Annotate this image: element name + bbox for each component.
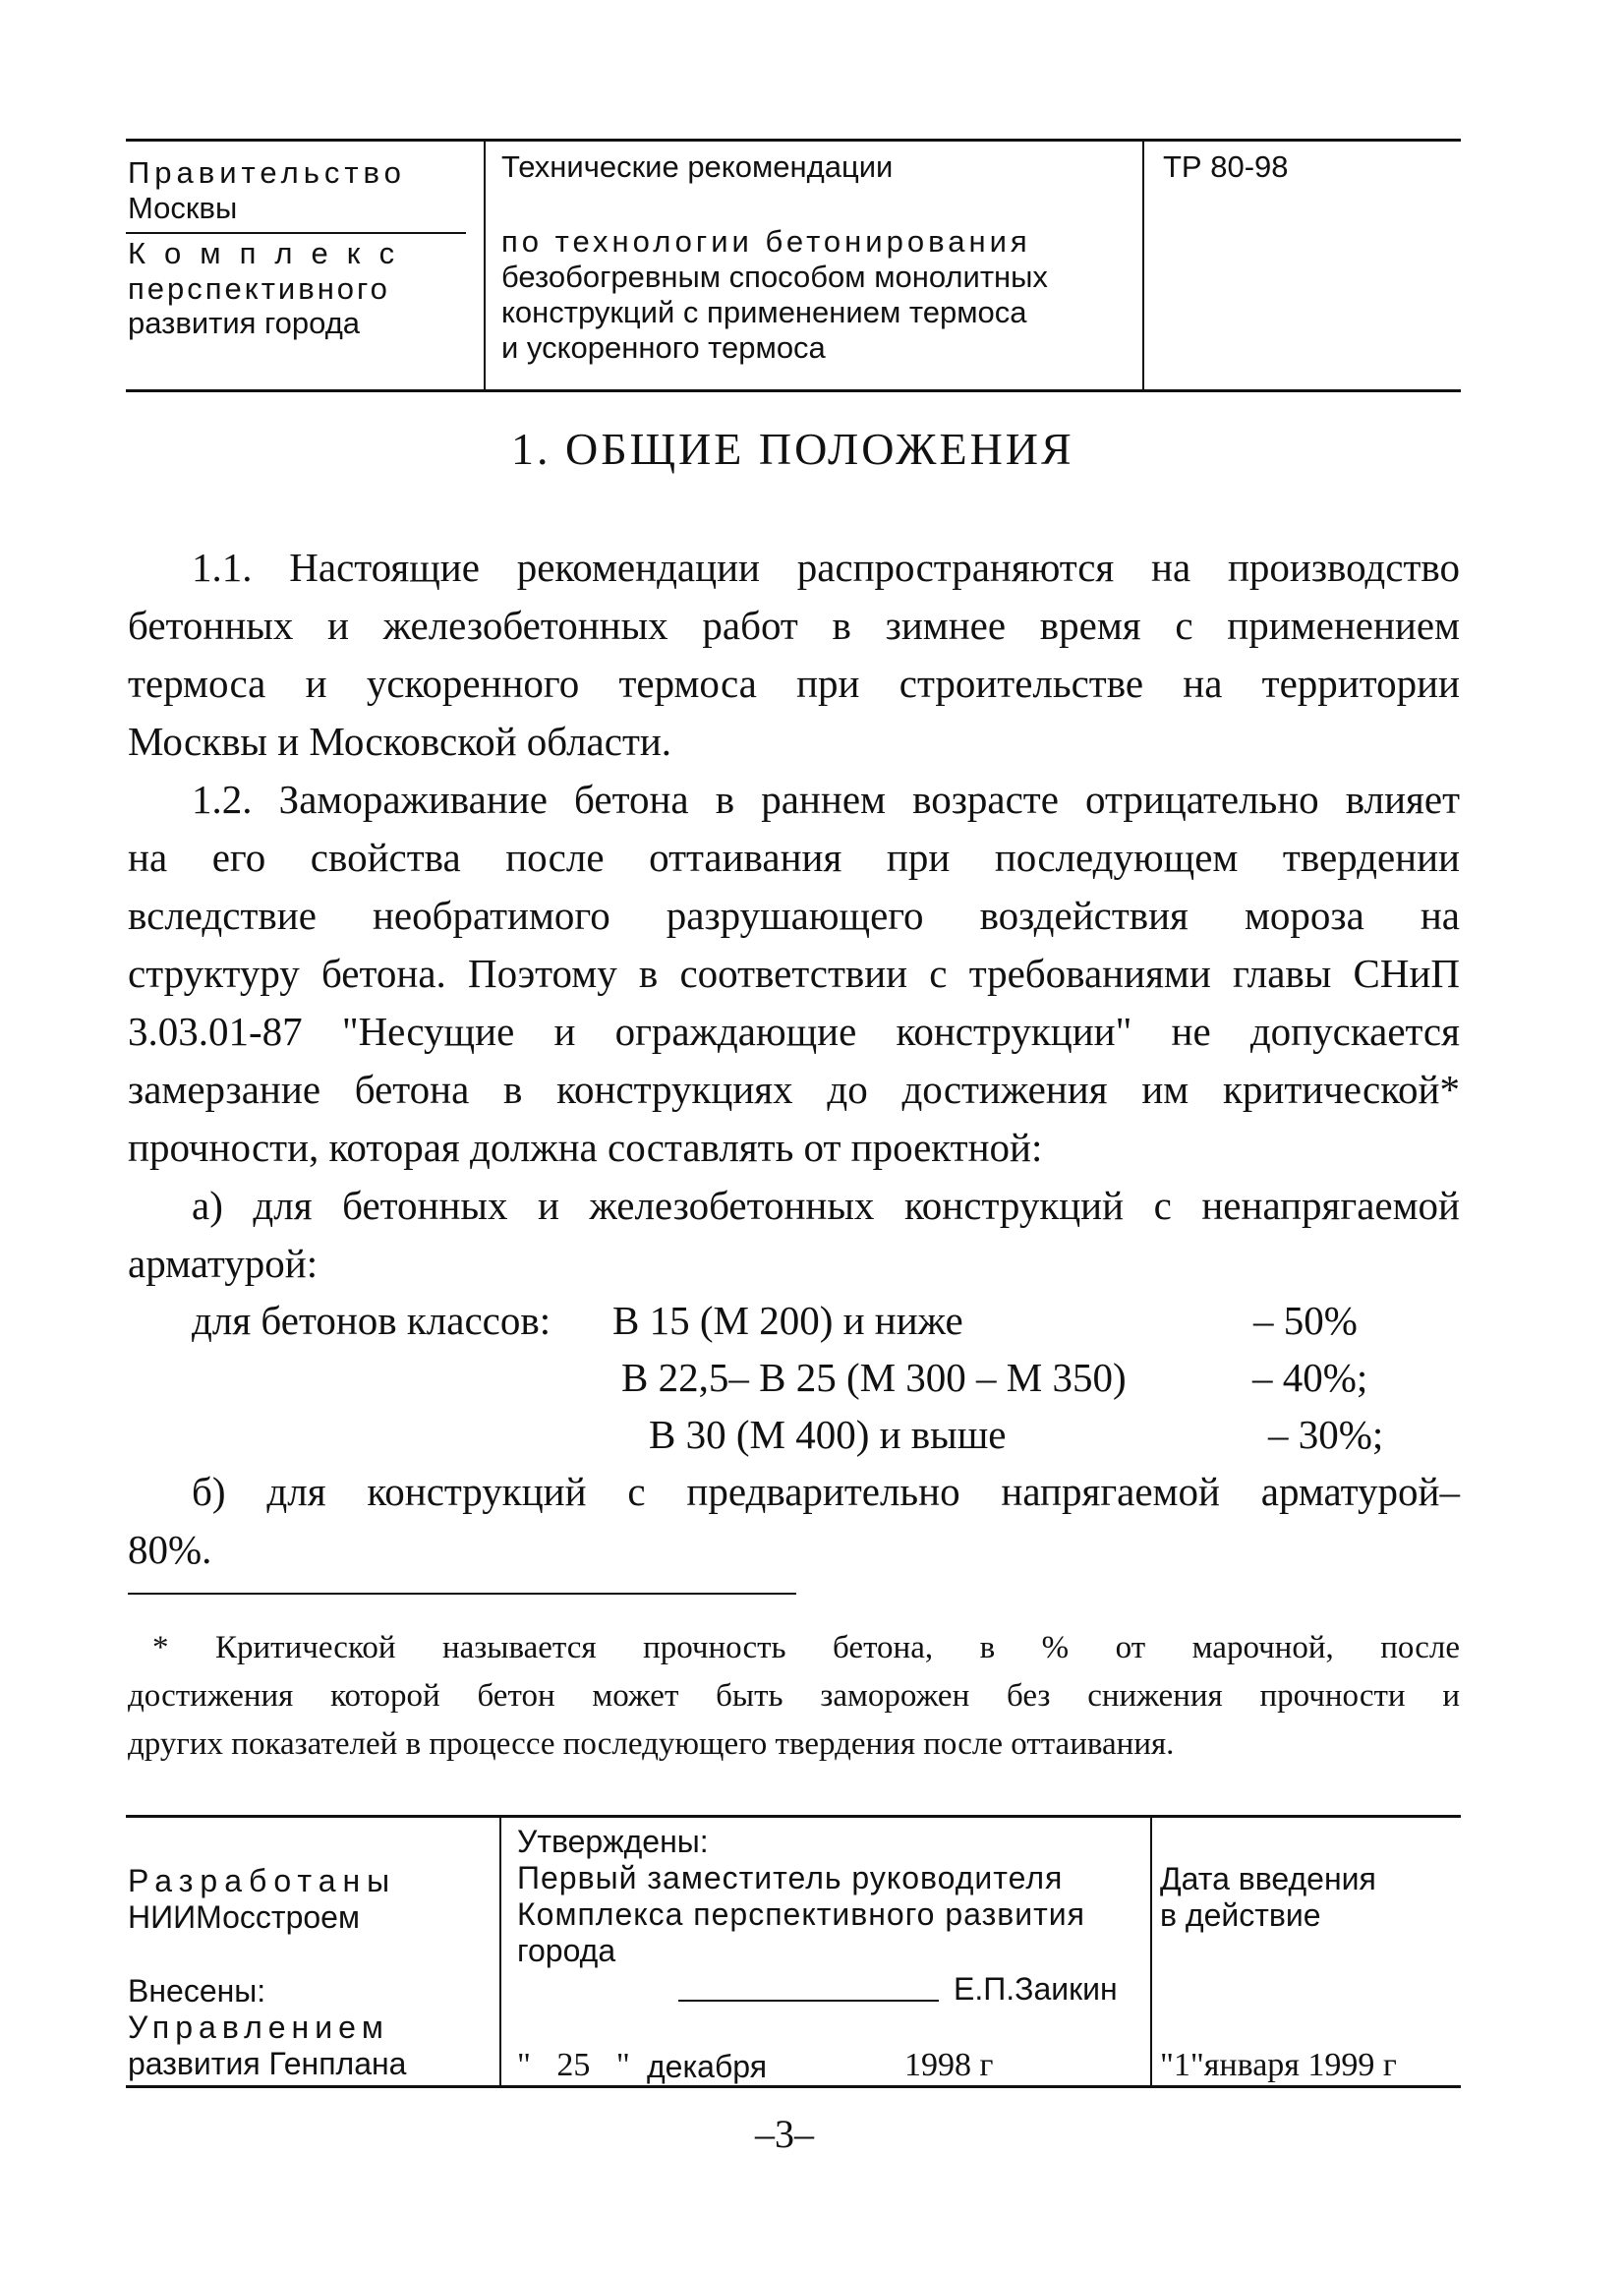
paragraph-line: 1.2. Замораживание бетона в раннем возрасте отрицательно влияет [192, 777, 1460, 822]
signature-line [678, 2000, 939, 2002]
footnote-rule [128, 1593, 796, 1595]
paragraph-line: вследствие необратимого разрушающего воздействия мороза на [128, 893, 1460, 938]
header-top-rule [126, 139, 1461, 142]
paragraph-line: а) для бетонных и железобетонных конструкций с ненапрягаемой [192, 1183, 1460, 1228]
header-dept-line2: перспективного [128, 271, 390, 306]
paragraph-line: на его свойства после оттаивания при последующем твердении [128, 835, 1460, 880]
paragraph-line: структуру бетона. Поэтому в соответствии с требованиями главы СНиП [128, 951, 1460, 996]
paragraph-line: прочности, которая должна составлять от проектной: [128, 1125, 1043, 1170]
footer-approved-line-1: Первый заместитель руководителя [517, 1860, 1064, 1895]
paragraph-line: арматурой: [128, 1241, 319, 1286]
footer-effective-label-2: в действие [1160, 1897, 1321, 1933]
paragraph-line: б) для конструкций с предварительно напрягаемой арматурой– [192, 1469, 1460, 1514]
footnote-line: других показателей в процессе последующего твердения после оттаивания. [128, 1726, 1175, 1762]
header-org-divider [126, 232, 466, 234]
paragraph-1-1 [128, 539, 1460, 771]
paragraph-line: бетонных и железобетонных работ в зимнее время с применением [128, 603, 1460, 648]
footer-bottom-rule [126, 2085, 1461, 2088]
paragraph-line: 1.1. Настоящие рекомендации распространяются на производство [192, 545, 1460, 590]
paragraph-line: 80%. [128, 1527, 212, 1572]
footer-submitted-by-2: развития Генплана [128, 2046, 407, 2081]
item-a [128, 1177, 1460, 1293]
footer-developed-by: НИИМосстроем [128, 1899, 360, 1935]
footer-effective-date: "1"января 1999 г [1160, 2047, 1397, 2083]
header-doc-subject-2: безобогревным способом монолитных [501, 260, 1048, 294]
footer-approve-month: декабря [647, 2049, 768, 2084]
page-number: –3– [755, 2112, 814, 2156]
footer-submitted-by-1: Управлением [128, 2010, 389, 2045]
header-dept-line1: Комплекс [128, 236, 414, 270]
header-divider-2 [1142, 141, 1144, 389]
paragraph-line: Москвы и Московской области. [128, 719, 672, 764]
footer-approved-label: Утверждены: [517, 1824, 709, 1859]
footer-approve-day: " 25 " [517, 2047, 630, 2083]
header-doc-subject-4: и ускоренного термоса [501, 330, 826, 365]
footnote [128, 1624, 1460, 1769]
paragraph-line: термоса и ускоренного термоса при строительстве на территории [128, 661, 1460, 706]
class-row-pct: – 30%; [1268, 1412, 1384, 1457]
class-row-pct: – 50% [1253, 1298, 1358, 1343]
footer-top-rule [126, 1815, 1461, 1818]
header-bottom-rule [126, 389, 1461, 392]
section-title: 1. ОБЩИЕ ПОЛОЖЕНИЯ [511, 424, 1074, 474]
footer-approved-line-3: города [517, 1933, 616, 1968]
paragraph-line: замерзание бетона в конструкциях до достижения им критической* [128, 1067, 1460, 1112]
footer-divider-2 [1150, 1817, 1152, 2085]
footer-approved-line-2: Комплекса перспективного развития [517, 1896, 1085, 1932]
footnote-line: достижения которой бетон может быть заморожен без снижения прочности и [128, 1678, 1460, 1714]
footnote-line: * Критической называется прочность бетона, в % от марочной, после [152, 1630, 1460, 1665]
footer-divider-1 [499, 1817, 501, 2085]
class-row-cls: В 15 (М 200) и ниже [612, 1298, 963, 1343]
class-row-cls: В 30 (М 400) и выше [649, 1412, 1007, 1457]
header-divider-1 [484, 141, 486, 389]
footer-developed-label: Разработаны [128, 1863, 397, 1898]
header-doc-code: ТР 80-98 [1163, 149, 1289, 184]
header-doc-subject-3: конструкций с применением термоса [501, 295, 1027, 329]
paragraph-1-2 [128, 771, 1460, 1177]
classes-lead: для бетонов классов: [192, 1298, 551, 1343]
item-b [128, 1463, 1460, 1579]
header-dept-line3: развития города [128, 306, 361, 340]
header-doc-type: Технические рекомендации [501, 149, 894, 184]
footer-signatory: Е.П.Заикин [954, 1971, 1118, 2007]
footer-submitted-label: Внесены: [128, 1973, 266, 2009]
header-doc-subject-1: по технологии бетонирования [501, 224, 1031, 259]
footer-effective-label-1: Дата введения [1160, 1861, 1376, 1896]
class-row-pct: – 40%; [1252, 1355, 1368, 1400]
footer-approve-year: 1998 г [904, 2047, 994, 2083]
paragraph-line: 3.03.01-87 "Несущие и ограждающие конструкции" не допускается [128, 1009, 1460, 1054]
header-org-line1: Правительство [128, 155, 406, 190]
class-row-cls: В 22,5– В 25 (М 300 – М 350) [621, 1355, 1127, 1400]
header-org-line2: Москвы [128, 191, 238, 225]
